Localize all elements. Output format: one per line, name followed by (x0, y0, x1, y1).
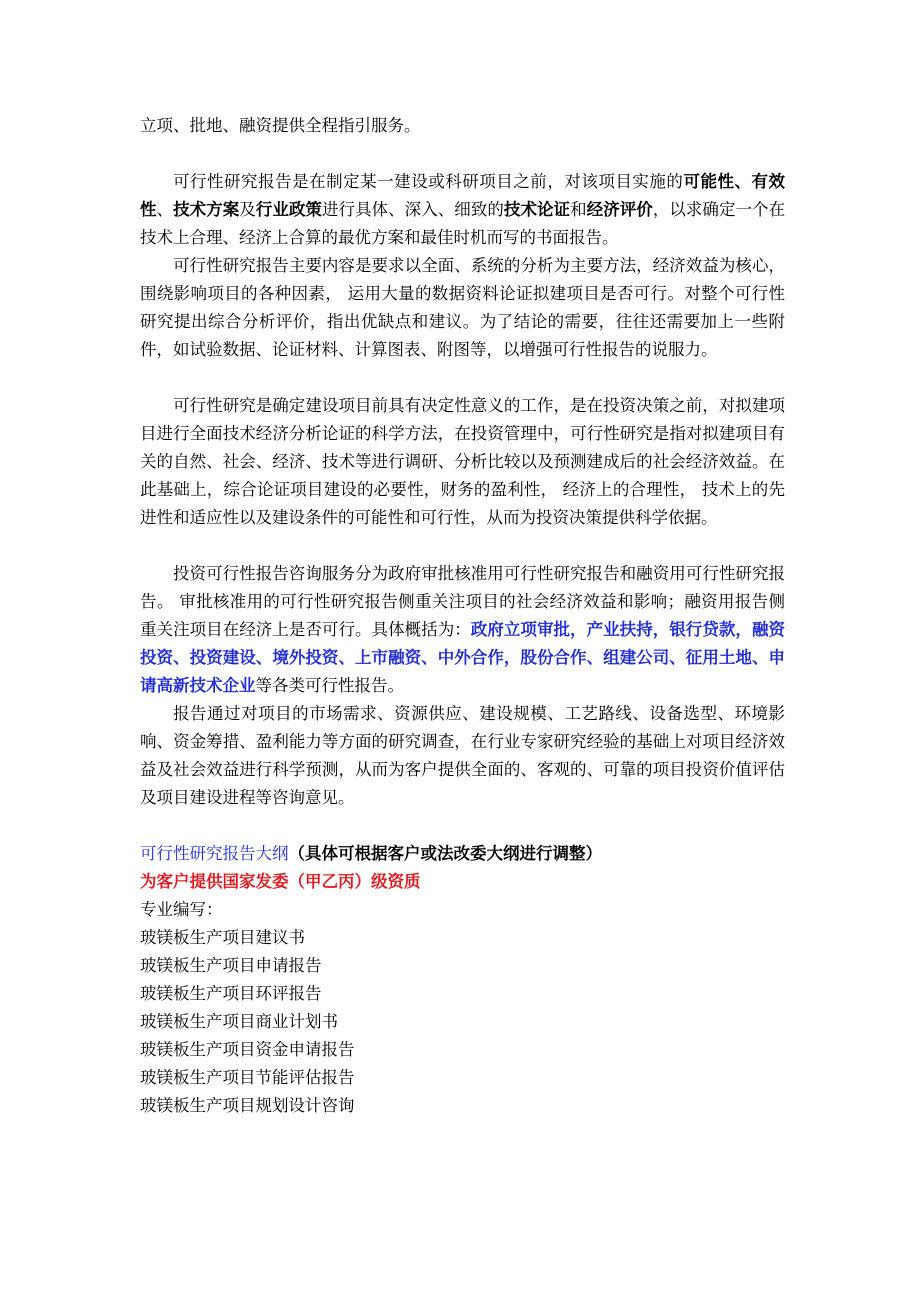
text-run: 及 (239, 200, 256, 219)
list-item: 玻镁板生产项目节能评估报告 (140, 1068, 355, 1087)
intro-tail: 立项、批地、融资提供全程指引服务。 (140, 116, 421, 135)
paragraph-significance: 可行性研究是确定建设项目前具有决定性意义的工作，是在投资决策之前，对拟建项目进行全面技术经济分析论证的科学方法，在投资管理中，可行性研究是指对拟建项目有关的自然、社会、经济、技术等进行调研、分析比较以及预测建成后的社会经济效益。在此基础上，综合论证项目建设的必要性，财务的盈利性， 经济上的合理性， 技术上的先进性和适应性以及建设条件的可能性和可行性，从而为投资决策提供科学依据。 (140, 396, 785, 527)
text-run: 和 (570, 200, 587, 219)
text-run: 可行性研究报告是在制定某一建设或科研项目之前，对该项目实施的 (173, 172, 684, 191)
bold-term: 可能性、有效性 (140, 172, 786, 219)
paragraph-report-scope: 报告通过对项目的市场需求、资源供应、建设规模、工艺路线、设备选型、环境影响、资金筹措、盈利能力等方面的研究调查，在行业专家研究经验的基础上对项目经济效益及社会效益进行科学预测，从而为客户提供全面的、客观的、可靠的项目投资价值评估及项目建设进程等咨询意见。 (140, 704, 785, 807)
text-run: 投资可行性报告咨询服务分为政府审批核准用可行性研究报告和融资用可行性研究报告。 审批核准用的可行性研究报告侧重关注项目的社会经济效益和影响；融资用报告侧重关注项目在经济上是否可行。具体概括为： (140, 564, 785, 639)
paragraph-contents: 可行性研究报告主要内容是要求以全面、系统的分析为主要方法，经济效益为核心， 围绕影响项目的各种因素， 运用大量的数据资料论证拟建项目是否可行。对整个可行性研究提出综合分析评价，指出优缺点和建议。为了结论的需要，往往还需要加上一些附件，如试验数据、论证材料、计算图表、附图等，以增强可行性报告的说服力。 (140, 256, 785, 359)
list-item: 玻镁板生产项目规划设计咨询 (140, 1096, 355, 1115)
document-body (140, 112, 785, 1120)
list-item: 玻镁板生产项目申请报告 (140, 956, 322, 975)
list-item: 玻镁板生产项目建议书 (140, 928, 305, 947)
paragraph-definition (140, 168, 785, 252)
spacer (140, 364, 785, 392)
spacer (140, 532, 785, 560)
bold-term: 技术论证 (503, 200, 571, 219)
spacer (140, 812, 785, 840)
paragraph-services (140, 560, 785, 700)
list-item: 玻镁板生产项目资金申请报告 (140, 1040, 355, 1059)
outline-title (140, 840, 785, 868)
service-list (140, 924, 785, 1120)
qualification-line: 为客户提供国家发委（甲乙丙）级资质 (140, 872, 421, 891)
text-run: 进行具体、深入、细致的 (321, 200, 504, 219)
bold-term: 经济评价 (586, 200, 653, 219)
text-run: 等各类可行性报告。 (255, 676, 404, 695)
list-item: 玻镁板生产项目环评报告 (140, 984, 322, 1003)
list-heading: 专业编写： (140, 900, 223, 919)
outline-title-blue: 可行性研究报告大纲 (140, 844, 289, 863)
list-item: 玻镁板生产项目商业计划书 (140, 1012, 338, 1031)
bold-term: 技术方案 (173, 200, 240, 219)
text-run: ，以求确定一个在技术上合理、经济上合算的最优方案和最佳时机而写的书面报告。 (140, 200, 786, 247)
bold-term: 行业政策 (255, 200, 322, 219)
service-list-highlight: 政府立项审批，产业扶持，银行贷款，融资投资、投资建设、境外投资、上市融资、中外合作，股份合作、组建公司、征用土地、申请高新技术企业 (140, 620, 786, 695)
outline-title-note: （具体可根据客户或法改委大纲进行调整） (288, 844, 602, 863)
text-run: 、 (156, 200, 174, 219)
spacer (140, 140, 785, 168)
